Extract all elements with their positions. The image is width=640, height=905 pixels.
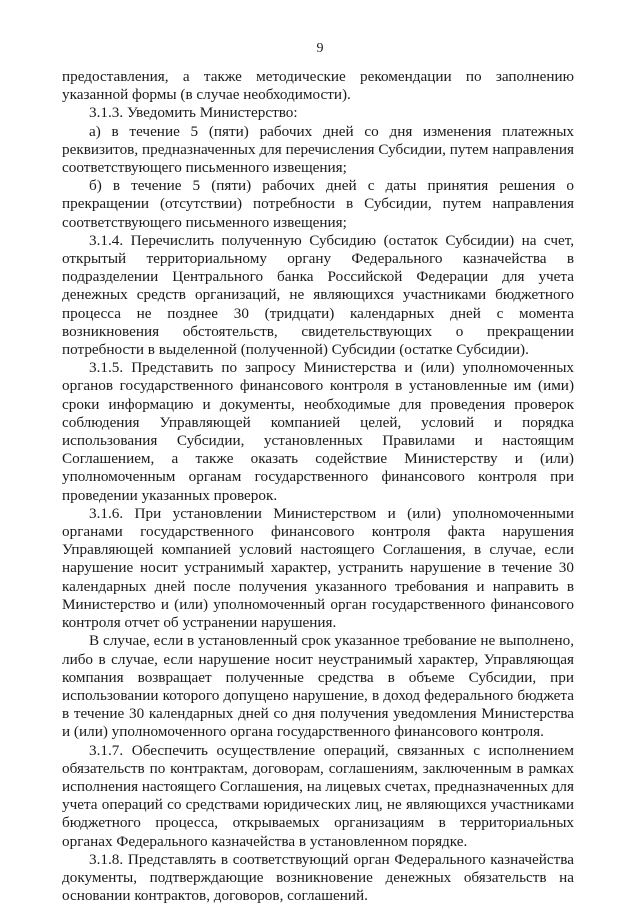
paragraph-continuation: предоставления, а также методические рекомендации по заполнению указанной формы (в случае необходимости). [62, 68, 574, 104]
paragraph-3-1-3-a: а) в течение 5 (пяти) рабочих дней со дня изменения платежных реквизитов, предназначенных для перечисления Субсидии, путем направления соответствующего письменного извещения; [62, 122, 574, 177]
paragraph-3-1-3-b: б) в течение 5 (пяти) рабочих дней с даты принятия решения о прекращении (отсутствии) потребности в Субсидии, путем направления соответствующего письменного извещения; [62, 177, 574, 231]
page-number: 9 [316, 41, 324, 56]
paragraph-3-1-7: 3.1.7. Обеспечить осуществление операций, связанных с исполнением обязательств по контрактам, договорам, соглашениям, заключенным в рамках исполнения настоящего Соглашения, на лицевых счетах, предназначенных для учета операций со средствами юридических лиц, не являющихся участниками бюджетного процесса, открываемых организациям в территориальных органах Федерального казначейства в установленном порядке. [62, 741, 574, 850]
paragraph-3-1-6-cont: В случае, если в установленный срок указанное требование не выполнено, либо в случае, если нарушение носит неустранимый характер, Управляющая компания возвращает полученные средства в объеме Субсидии, при использовании которого допущено нарушение, в доход федерального бюджета в течение 30 календарных дней со дня получения уведомления Министерства и (или) уполномоченного органа государственного финансового контроля. [62, 632, 574, 741]
paragraph-3-1-4: 3.1.4. Перечислить полученную Субсидию (остаток Субсидии) на счет, открытый территориальному органу Федерального казначейства в подразделении Центрального банка Российской Федерации для учета денежных средств организаций, не являющихся участниками бюджетного процесса не позднее 30 (тридцати) календарных дней с момента возникновения обстоятельств, свидетельствующих о прекращении потребности в выделенной (полученной) Субсидии (остатке Субсидии). [62, 231, 574, 359]
paragraph-3-1-3: 3.1.3. Уведомить Министерство: [89, 104, 298, 122]
document-body [62, 68, 574, 905]
paragraph-3-1-8: 3.1.8. Представлять в соответствующий орган Федерального казначейства документы, подтверждающие возникновение денежных обязательств на основании контрактов, договоров, соглашений. [62, 850, 574, 905]
paragraph-3-1-5: 3.1.5. Представить по запросу Министерства и (или) уполномоченных органов государственного финансового контроля в установленные им (ими) сроки информацию и документы, необходимые для проведения проверок соблюдения Управляющей компанией целей, условий и порядка использования Субсидии, установленных Правилами и настоящим Соглашением, а также оказать содействие Министерству и (или) уполномоченным органам государственного финансового контроля при проведении указанных проверок. [62, 359, 574, 504]
paragraph-3-1-6: 3.1.6. При установлении Министерством и (или) уполномоченными органами государственного финансового контроля факта нарушения Управляющей компанией условий настоящего Соглашения, в случае, если нарушение носит устранимый характер, устранить нарушение в течение 30 календарных дней после получения указанного требования и направить в Министерство и (или) уполномоченный орган государственного финансового контроля отчет об устранении нарушения. [62, 504, 574, 632]
